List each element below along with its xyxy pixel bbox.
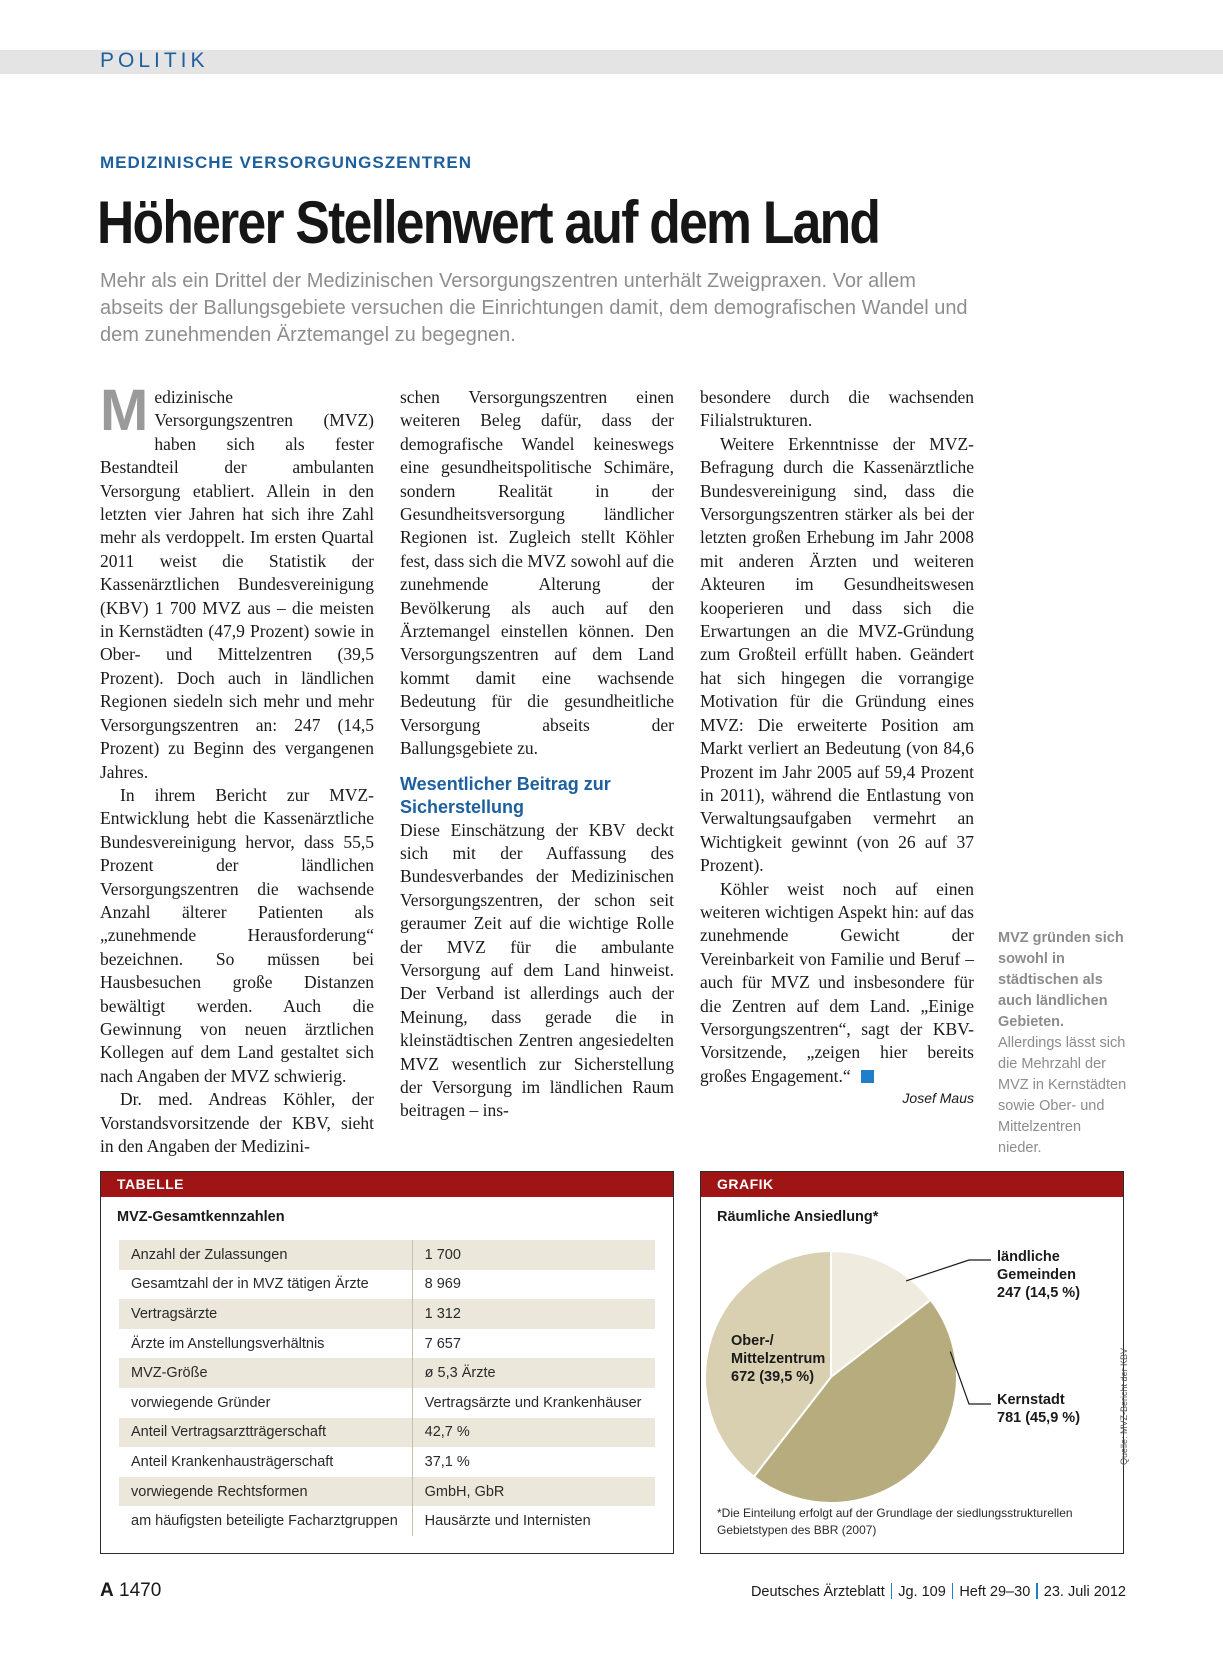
paragraph: Dr. med. Andreas Köhler, der Vorstandsvorsitzende der KBV, sieht in den Angaben der Medizini-: [100, 1089, 374, 1156]
page-number-value: 1470: [119, 1580, 162, 1601]
page-footer: [751, 1583, 1126, 1600]
table-row: [119, 1240, 655, 1270]
footer-separator: [952, 1583, 954, 1599]
table-row: [119, 1477, 655, 1507]
table-cell-value: Vertragsärzte und Krankenhäuser: [412, 1388, 655, 1418]
table-cell-label: am häufigsten beteiligte Facharztgruppen: [131, 1513, 398, 1530]
pie-label-line: 672 (39,5 %): [731, 1369, 815, 1385]
table-body: [119, 1240, 655, 1536]
footer-separator: [891, 1583, 893, 1599]
paragraph: In ihrem Bericht zur MVZ-Entwicklung hebt die Kassenärztliche Bundesvereinigung hervor, dass 55,5 Prozent der ländlichen Versorgungszentren die wachsende Anzahl älterer Patienten als „zunehmende Herausforderung“ bezeichnen. So müssen bei Hausbesuchen große Distanzen bewältigt werden. Auch die Gewinnung von neuen ärztlichen Kollegen auf dem Land gestaltet sich nach Angaben der MVZ schwierig.: [100, 784, 374, 1086]
leader-line-laendliche-gemeinden: [906, 1260, 991, 1281]
table-row: [119, 1329, 655, 1359]
drop-cap: M: [100, 378, 149, 443]
table-cell-label: Anteil Krankenhausträgerschaft: [131, 1453, 334, 1470]
table-row: [119, 1418, 655, 1448]
chart-footnote: *Die Einteilung erfolgt auf der Grundlage der siedlungsstrukturellen Gebietstypen des BBR (2007): [717, 1506, 1073, 1537]
table-cell-value: 42,7 %: [412, 1418, 655, 1448]
paragraph-text: Köhler weist noch auf einen weiteren wichtigen Aspekt hin: auf das zunehmende Gewicht der Vereinbarkeit von Familie und Beruf – auch für MVZ und insbesondere für die Zentren auf dem Land. „Einige Versorgungszentren“, sagt der KBV-Vorsitzende, „zeigen hier bereits großes Engagement.“: [700, 878, 974, 1086]
graphic-box: [700, 1171, 1124, 1554]
article-kicker: MEDIZINISCHE VERSORGUNGSZENTREN: [100, 153, 472, 172]
end-mark-icon: [861, 1070, 874, 1083]
paragraph: [700, 878, 974, 1089]
caption-text: Allerdings lässt sich die Mehrzahl der MVZ in Kernstädten sowie Ober- und Mittelzentren nieder.: [998, 1035, 1127, 1156]
caption-bold: MVZ gründen sich sowohl in städtischen als auch ländlichen Gebieten.: [998, 930, 1124, 1030]
journal-issue: Heft 29–30: [959, 1584, 1031, 1600]
table-cell-label: Gesamtzahl der in MVZ tätigen Ärzte: [131, 1276, 369, 1293]
article-subhead: Wesentlicher Beitrag zur Sicherstellung: [400, 773, 611, 817]
pie-label-kernstadt: [997, 1391, 1080, 1427]
table-cell-value: Hausärzte und Internisten: [412, 1506, 655, 1536]
paragraph: Diese Einschätzung der KBV deckt sich mit der Auffassung des Bundesverbandes der Medizinischen Versorgungszentren, der schon seit geraumer Zeit auf die wichtige Rolle der MVZ für die ambulante Versorgung auf dem Land hinweist. Der Verband ist allerdings auch der Meinung, dass gerade die in kleinstädtischen Zentren angesiedelten MVZ wesentlich zur Sicherstellung der Versorgung im ländlichen Raum beitragen – ins-: [400, 819, 674, 1121]
issue-date: 23. Juli 2012: [1043, 1584, 1126, 1600]
table-cell-value: 7 657: [412, 1329, 655, 1359]
image-caption: [998, 928, 1128, 1159]
page-number: [100, 1580, 161, 1602]
table-cell-label: Anteil Vertragsarztträgerschaft: [119, 1418, 412, 1448]
pie-label-line: 781 (45,9 %): [997, 1410, 1081, 1426]
paragraph: [100, 378, 374, 784]
article-lead: Mehr als ein Drittel der Medizinischen Versorgungszentren unterhält Zweigpraxen. Vor allem abseits der Ballungsgebiete versuchen die Einrichtungen damit, dem demografischen Wandel und dem zunehmenden Ärztemangel zu begegnen.: [100, 270, 968, 346]
table-row: [119, 1270, 655, 1300]
table-cell-value: 8 969: [412, 1270, 655, 1300]
table-row: [119, 1447, 655, 1477]
table-cell-value: 1 700: [412, 1240, 655, 1270]
pie-label-line: Mittelzentrum: [731, 1351, 826, 1367]
table-box: [100, 1171, 674, 1554]
table-row: [119, 1358, 655, 1388]
footer-separator: [1036, 1583, 1038, 1599]
graphic-box-label: GRAFIK: [701, 1172, 1123, 1197]
section-label: POLITIK: [100, 49, 209, 72]
key-figures-table: [119, 1240, 655, 1536]
table-row: [119, 1506, 655, 1536]
pie-label-line: Kernstadt: [997, 1392, 1065, 1408]
paragraph-text: edizinische Versorgungszentren (MVZ) haben sich als fester Bestandteil der ambulanten Versorgung etabliert. Allein in den letzten vier Jahren hat sich ihre Zahl mehr als verdoppelt. Im ersten Quartal 2011 weist die Statistik der Kassenärztlichen Bundesvereinigung (KBV) 1 700 MVZ aus – die meisten in Kernstädten (47,9 Prozent) sowie in Ober- und Mittelzentren (39,5 Prozent). Doch auch in ländlichen Regionen siedeln sich mehr und mehr Versorgungszentren an: 247 (14,5 Prozent) zu Beginn des vergangenen Jahres.: [100, 387, 374, 782]
text-column-3: [700, 386, 974, 1108]
source-note: Quelle: MVZ-Bericht der KBV: [1119, 1347, 1129, 1465]
table-cell-label: vorwiegende Rechtsformen: [119, 1477, 412, 1507]
table-cell-value: 1 312: [412, 1299, 655, 1329]
paragraph: Weitere Erkenntnisse der MVZ-Befragung durch die Kassenärztliche Bundesvereinigung sind, dass die Versorgungszentren stärker als bei der letzten großen Erhebung im Jahr 2008 mit anderen Ärzten und weiteren Akteuren im Gesundheitswesen kooperieren und dass sich die Erwartungen an die MVZ-Gründung zum Großteil erfüllt haben. Geändert hat sich hingegen die vorrangige Motivation für die Gründung eines MVZ: Die erweiterte Position am Markt verliert an Bedeutung (von 84,6 Prozent im Jahr 2005 auf 59,4 Prozent in 2011), während die Entlastung von Verwaltungsaufgaben vermehrt an Wichtigkeit gewinnt (von 26 auf 37 Prozent).: [700, 433, 974, 876]
table-cell-label: Vertragsärzte: [119, 1299, 412, 1329]
text-column-1: [100, 378, 374, 1158]
pie-label-ober-mittelzentrum: [731, 1332, 825, 1386]
paragraph: besondere durch die wachsenden Filialstrukturen.: [700, 387, 974, 431]
article-headline: Höherer Stellenwert auf dem Land: [97, 189, 880, 256]
page-prefix: A: [100, 1580, 114, 1601]
table-box-label: TABELLE: [101, 1172, 673, 1197]
table-cell-value: 37,1 %: [412, 1447, 655, 1477]
table-cell-label: Anzahl der Zulassungen: [119, 1240, 412, 1270]
article-author: Josef Maus: [902, 1090, 974, 1107]
table-row: [119, 1388, 655, 1418]
table-cell-label: vorwiegende Gründer: [131, 1394, 271, 1411]
pie-label-line: Ober-/: [731, 1333, 774, 1349]
table-cell-label: MVZ-Größe: [119, 1358, 412, 1388]
pie-label-laendliche-gemeinden: [997, 1248, 1080, 1302]
table-cell-label: Ärzte im Anstellungsverhältnis: [131, 1335, 325, 1352]
journal-name: Deutsches Ärzteblatt: [750, 1584, 885, 1600]
table-row: [119, 1299, 655, 1329]
text-column-2: [400, 386, 674, 1123]
chart-title: Räumliche Ansiedlung*: [717, 1209, 879, 1225]
pie-label-line: Gemeinden: [997, 1267, 1076, 1283]
table-cell-value: ø 5,3 Ärzte: [412, 1358, 655, 1388]
table-cell-value: GmbH, GbR: [412, 1477, 655, 1507]
table-title: MVZ-Gesamtkennzahlen: [117, 1209, 285, 1225]
pie-label-line: ländliche: [997, 1249, 1060, 1265]
paragraph: schen Versorgungszentren einen weiteren Beleg dafür, dass der demografische Wandel keineswegs eine gesundheitspolitische Schimäre, sondern Realität in der Gesundheitsversorgung ländlicher Regionen ist. Zugleich stellt Köhler fest, dass sich die MVZ sowohl auf die zunehmende Alterung der Bevölkerung als auch auf den Ärztemangel einstellen können. Den Versorgungszentren auf dem Land kommt damit eine wachsende Bedeutung für die gesundheitliche Versorgung abseits der Ballungsgebiete zu.: [400, 387, 674, 759]
pie-label-line: 247 (14,5 %): [997, 1285, 1081, 1301]
journal-volume: Jg. 109: [898, 1584, 946, 1600]
